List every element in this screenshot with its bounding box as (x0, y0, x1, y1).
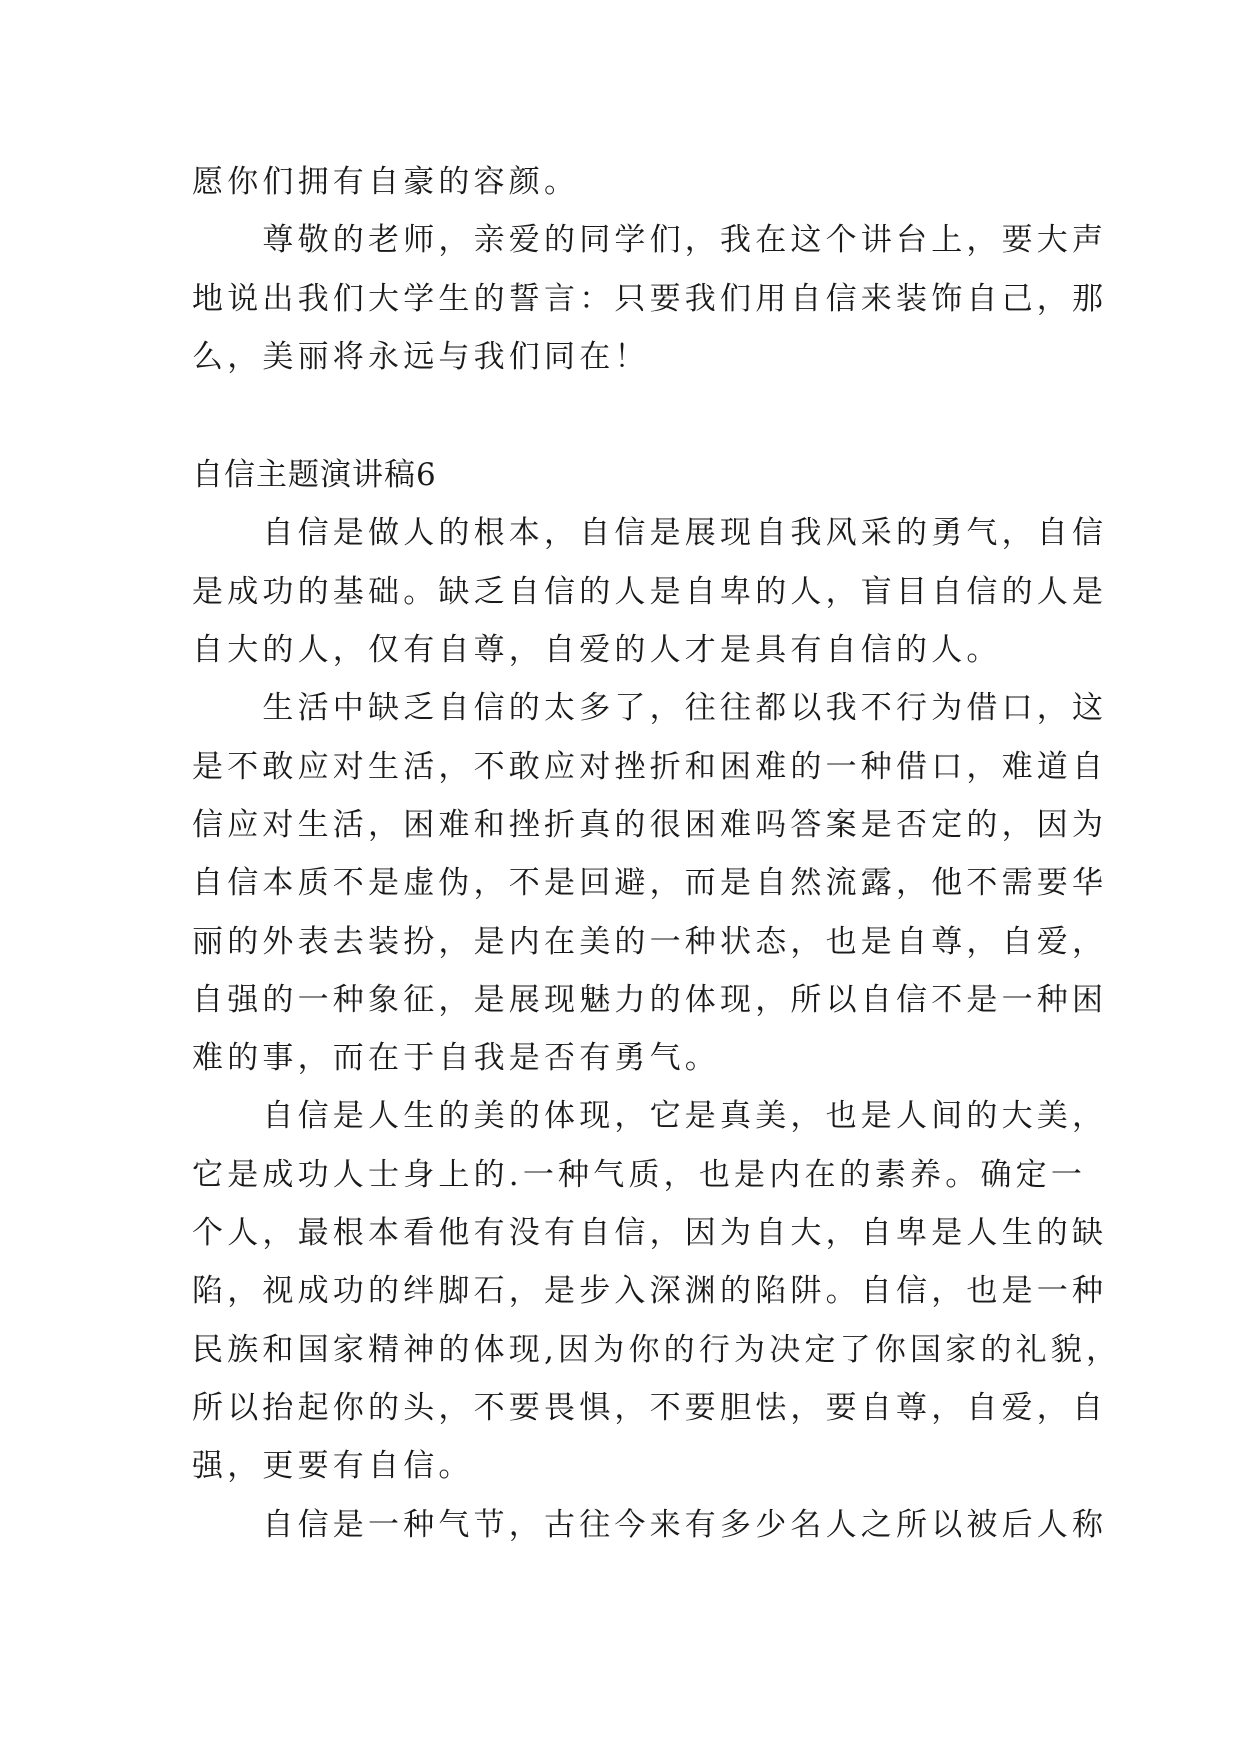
text-line: 民族和国家精神的体现,因为你的行为决定了你国家的礼貌， (192, 1331, 1122, 1368)
text-line: 尊敬的老师，亲爱的同学们，我在这个讲台上，要大声 (192, 222, 1108, 259)
text-line: 是成功的基础。缺乏自信的人是自卑的人，盲目自信的人是 (192, 573, 1108, 610)
text-line: 它是成功人士身上的.一种气质，也是内在的素养。确定一 (192, 1156, 1087, 1193)
text-line: 地说出我们大学生的誓言：只要我们用自信来装饰自己，那 (192, 280, 1108, 317)
text-line: 自信本质不是虚伪，不是回避，而是自然流露，他不需要华 (192, 865, 1108, 902)
section-gap (192, 386, 1052, 446)
text-line: 生活中缺乏自信的太多了，往往都以我不行为借口，这 (192, 690, 1108, 727)
document-body (192, 153, 1122, 1554)
text-line: 丽的外表去装扮，是内在美的一种状态，也是自尊，自爱， (192, 923, 1108, 960)
text-line: 个人，最根本看他有没有自信，因为自大，自卑是人生的缺 (192, 1215, 1108, 1252)
section-heading: 自信主题演讲稿6 (192, 457, 437, 494)
text-line: 自信是一种气节，古往今来有多少名人之所以被后人称 (192, 1506, 1108, 1543)
text-line: 陷，视成功的绊脚石，是步入深渊的陷阱。自信，也是一种 (192, 1273, 1108, 1310)
text-line: 信应对生活，困难和挫折真的很困难吗答案是否定的，因为 (192, 806, 1108, 843)
text-line: 自大的人，仅有自尊，自爱的人才是具有自信的人。 (192, 632, 1002, 669)
text-line: 自信是人生的美的体现，它是真美，也是人间的大美， (192, 1098, 1108, 1135)
text-line: 么，美丽将永远与我们同在！ (192, 338, 650, 375)
text-line: 自强的一种象征，是展现魅力的体现，所以自信不是一种困 (192, 981, 1108, 1018)
text-line: 自信是做人的根本，自信是展现自我风采的勇气，自信 (192, 515, 1108, 552)
text-line: 是不敢应对生活，不敢应对挫折和困难的一种借口，难道自 (192, 748, 1108, 785)
text-line: 所以抬起你的头，不要畏惧，不要胆怯，要自尊，自爱，自 (192, 1389, 1108, 1426)
text-line: 愿你们拥有自豪的容颜。 (192, 164, 580, 200)
text-line: 难的事，而在于自我是否有勇气。 (192, 1040, 720, 1077)
text-line: 强，更要有自信。 (192, 1448, 474, 1485)
